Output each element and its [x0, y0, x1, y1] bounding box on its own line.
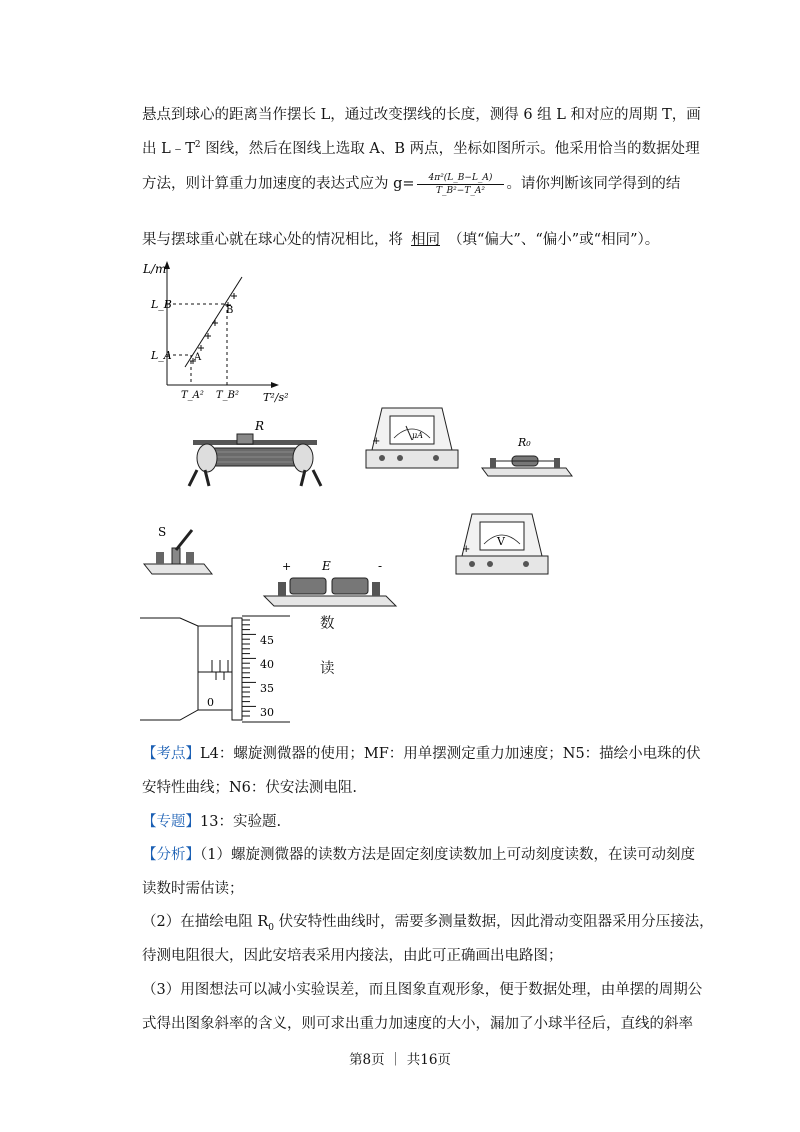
- voltmeter-label: V: [497, 535, 505, 548]
- y-axis-label: L/m: [143, 262, 167, 276]
- fenxi-line-3: [142, 910, 714, 933]
- microammeter-label: μA: [412, 431, 423, 440]
- tb-label: T_B²: [216, 390, 240, 401]
- point-b-label: B: [226, 305, 234, 316]
- fenxi-line3-b: 伏安特性曲线时，需要多测量数据，因此滑动变阻器采用分压接法，: [274, 914, 714, 930]
- fenxi-line-5: （3）用图想法可以减小实验误差，而且图象直观形象，便于数据处理，由单摆的周期公: [142, 982, 703, 998]
- terminal[interactable]: [554, 458, 560, 468]
- lb-label: L_B: [151, 298, 172, 311]
- switch-label: S: [158, 525, 167, 539]
- micrometer-outline-top: [140, 618, 232, 626]
- micrometer-figure: [140, 612, 310, 727]
- battery-cell: [290, 578, 326, 594]
- voltmeter-figure: [452, 508, 552, 583]
- rheostat-end-right: [293, 444, 313, 472]
- gravity-formula: [417, 173, 505, 196]
- battery-label: E: [322, 559, 331, 573]
- kaodian-text-1: L4：螺旋测微器的使用；MF：用单摆测定重力加速度；N5：描绘小电珠的伏: [200, 746, 701, 762]
- resistor-figure: [478, 432, 574, 482]
- la-label: L_A: [151, 349, 172, 362]
- fenxi-line3-a: （2）在描绘电阻 R: [142, 914, 269, 930]
- tick-label-45: 45: [260, 634, 274, 647]
- page-footer: 第8页 ｜ 共16页: [349, 1052, 451, 1068]
- fenxi-tag: 【分析】: [142, 847, 200, 863]
- point-a-label: A: [194, 352, 202, 363]
- kaodian-line-2: 安特性曲线；N6：伏安法测电阻.: [142, 780, 358, 796]
- battery-base: [264, 596, 396, 606]
- battery-figure: [260, 558, 400, 610]
- microammeter-figure: [362, 400, 462, 475]
- line4-part-b: （填“偏大”、“偏小”或“相同”）。: [448, 232, 660, 248]
- terminal[interactable]: [397, 455, 403, 461]
- line2-part-a: 出 L﹣T: [142, 141, 195, 157]
- side-char-2: 读: [320, 661, 335, 677]
- rheostat-figure: [185, 418, 325, 490]
- battery-minus-label: -: [378, 559, 383, 573]
- kaodian-tag: 【考点】: [142, 746, 200, 762]
- zhuanti-tag: 【专题】: [142, 814, 200, 830]
- paragraph-line-4: [142, 228, 659, 249]
- sleeve-zero-label: 0: [207, 696, 214, 709]
- zhuanti-text: 13：实验题.: [200, 814, 282, 830]
- line3-part-b: 。请你判断该同学得到的结: [506, 176, 681, 192]
- ta-label: T_A²: [181, 390, 204, 401]
- zhuanti-line: [142, 810, 281, 831]
- paragraph-line-2: [142, 137, 700, 158]
- battery-plus-label: +: [282, 560, 292, 573]
- battery-cell: [332, 578, 368, 594]
- terminal[interactable]: [433, 455, 439, 461]
- terminal[interactable]: [469, 561, 475, 567]
- fenxi-line-4: 待测电阻很大，因此安培表采用内接法，由此可正确画出电路图；: [142, 948, 563, 964]
- meter-plus-label: +: [372, 436, 381, 447]
- thimble-edge: [232, 618, 242, 720]
- switch-base: [144, 564, 212, 574]
- tick-label-40: 40: [260, 658, 274, 671]
- kaodian-line-1: [142, 742, 701, 763]
- paragraph-line-1: 悬点到球心的距离当作摆长 L，通过改变摆线的长度，测得 6 组 L 和对应的周期 T，画: [142, 107, 701, 123]
- fenxi-line-2: 读数时需估读；: [142, 881, 244, 897]
- terminal[interactable]: [487, 561, 493, 567]
- resistor-label: R₀: [518, 436, 531, 449]
- terminal[interactable]: [372, 582, 380, 596]
- x-axis-label: T²/s²: [263, 391, 289, 404]
- side-char-1: 数: [320, 616, 335, 632]
- tick-label-35: 35: [260, 682, 274, 695]
- data-point: [212, 320, 218, 326]
- line3-part-a: 方法，则计算重力加速度的表达式应为 g=: [142, 176, 415, 192]
- line2-part-b: 图线，然后在图线上选取 A、B 两点，坐标如图所示。他采用恰当的数据处理: [200, 141, 700, 157]
- fenxi-text-1: （1）螺旋测微器的读数方法是固定刻度读数加上可动刻度读数，在读可动刻度: [200, 847, 695, 863]
- meter-plus-label: +: [462, 544, 471, 555]
- rheostat-end-left: [197, 444, 217, 472]
- switch-figure: [140, 522, 220, 578]
- fenxi-line-6: 式得出图象斜率的含义，则可求出重力加速度的大小，漏加了小球半径后，直线的斜率: [142, 1016, 693, 1032]
- fenxi-line3-subscript: 0: [268, 922, 274, 933]
- terminal[interactable]: [186, 552, 194, 564]
- formula-numerator: 4π²(L_B−L_A): [417, 173, 505, 185]
- rheostat-slider[interactable]: [237, 434, 253, 444]
- terminal[interactable]: [278, 582, 286, 596]
- paragraph-line-3: [142, 172, 680, 196]
- l-t2-graph: [135, 255, 290, 405]
- rheostat-rail: [193, 440, 317, 445]
- fenxi-line-1: [142, 843, 695, 864]
- switch-pivot: [172, 548, 180, 564]
- micrometer-outline-bottom: [140, 710, 232, 720]
- tick-label-30: 30: [260, 706, 274, 719]
- micrometer-sleeve: [198, 626, 232, 710]
- thimble-ticks: [242, 620, 256, 716]
- data-point: [231, 293, 237, 299]
- terminal[interactable]: [490, 458, 496, 468]
- resistor-base: [482, 468, 572, 476]
- formula-denominator: T_B²−T_A²: [436, 185, 485, 196]
- terminal[interactable]: [379, 455, 385, 461]
- terminal[interactable]: [523, 561, 529, 567]
- line2-superscript: 2: [194, 140, 201, 151]
- terminal[interactable]: [156, 552, 164, 564]
- rheostat-label: R: [255, 419, 265, 433]
- answer-blank: 相同: [411, 232, 440, 248]
- rheostat-legs: [189, 470, 321, 486]
- line4-part-a: 果与摆球重心就在球心处的情况相比，将: [142, 232, 403, 248]
- x-axis-arrow: [271, 382, 279, 388]
- switch-lever[interactable]: [176, 530, 192, 550]
